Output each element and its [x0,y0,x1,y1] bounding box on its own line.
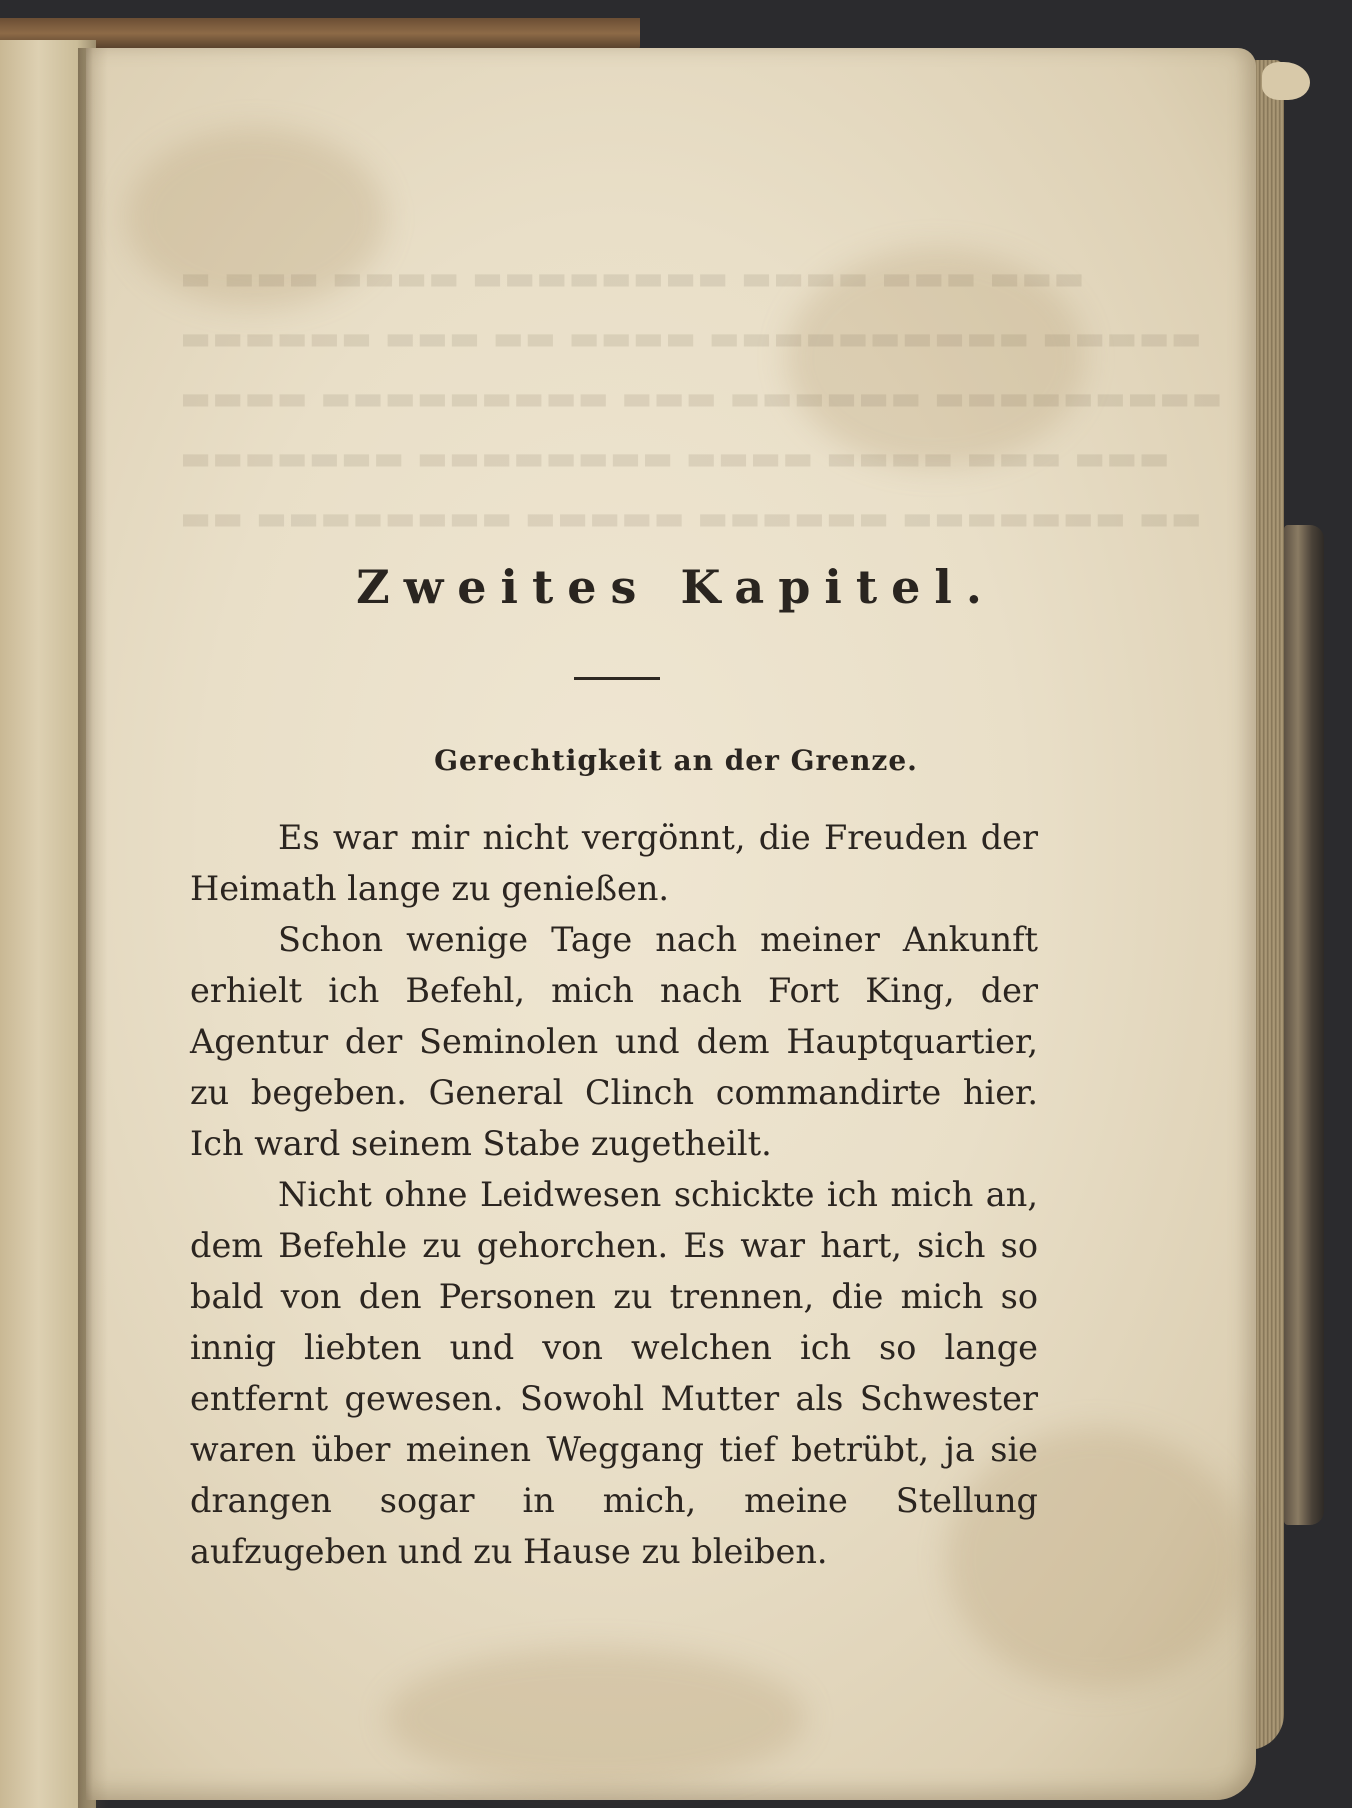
show-through-text: ▬▬ ▬▬▬▬▬▬▬▬ ▬▬▬▬▬ ▬▬▬▬▬▬ ▬▬▬▬▬▬▬ ▬▬ [180,498,1203,537]
show-through-text: ▬▬▬▬▬▬▬ ▬▬▬▬▬▬▬▬ ▬▬▬▬ ▬▬▬▬ ▬▬▬ ▬▬▬ [180,438,1171,477]
body-text [190,812,1038,1577]
title-divider [574,677,660,680]
show-through-text: ▬▬▬▬ ▬▬▬▬▬▬▬▬▬ ▬▬▬ ▬▬▬▬▬▬ ▬▬▬▬▬▬▬▬▬ [180,378,1224,417]
book-binding [0,18,640,52]
chapter-title: Zweites Kapitel. [356,560,996,614]
book-cover-edge [1284,525,1324,1525]
paragraph: Schon wenige Tage nach meiner Ankunft erhielt ich Befehl, mich nach Fort King, der Agentur der Seminolen und dem Hauptquartier, zu begeben. General Clinch commandirte hier. Ich ward seinem Stabe zugetheilt. [190,920,1038,1163]
show-through-text: ▬▬▬▬▬▬ ▬▬▬ ▬▬ ▬▬▬▬ ▬▬▬▬▬▬▬▬▬▬ ▬▬▬▬▬ [180,318,1203,357]
show-through-text: ▬ ▬▬▬ ▬▬▬▬ ▬▬▬▬▬▬▬▬ ▬▬▬▬ ▬▬▬ ▬▬▬ [180,258,1086,297]
page-tear [1262,62,1310,100]
paragraph: Nicht ohne Leidwesen schickte ich mich an, dem Befehle zu gehorchen. Es war hart, sich so bald von den Personen zu trennen, die mich so innig liebten und von welchen ich so lange entfernt gewesen. Sowohl Mutter als Schwester waren über meinen Weggang tief betrübt, ja sie drangen sogar in mich, meine Stellung aufzugeben und zu Hause zu bleiben. [190,1175,1038,1571]
paragraph: Es war mir nicht vergönnt, die Freuden der Heimath lange zu genießen. [190,818,1038,908]
gutter-shadow [78,48,108,1808]
chapter-subtitle: Gerechtigkeit an der Grenze. [434,744,918,777]
